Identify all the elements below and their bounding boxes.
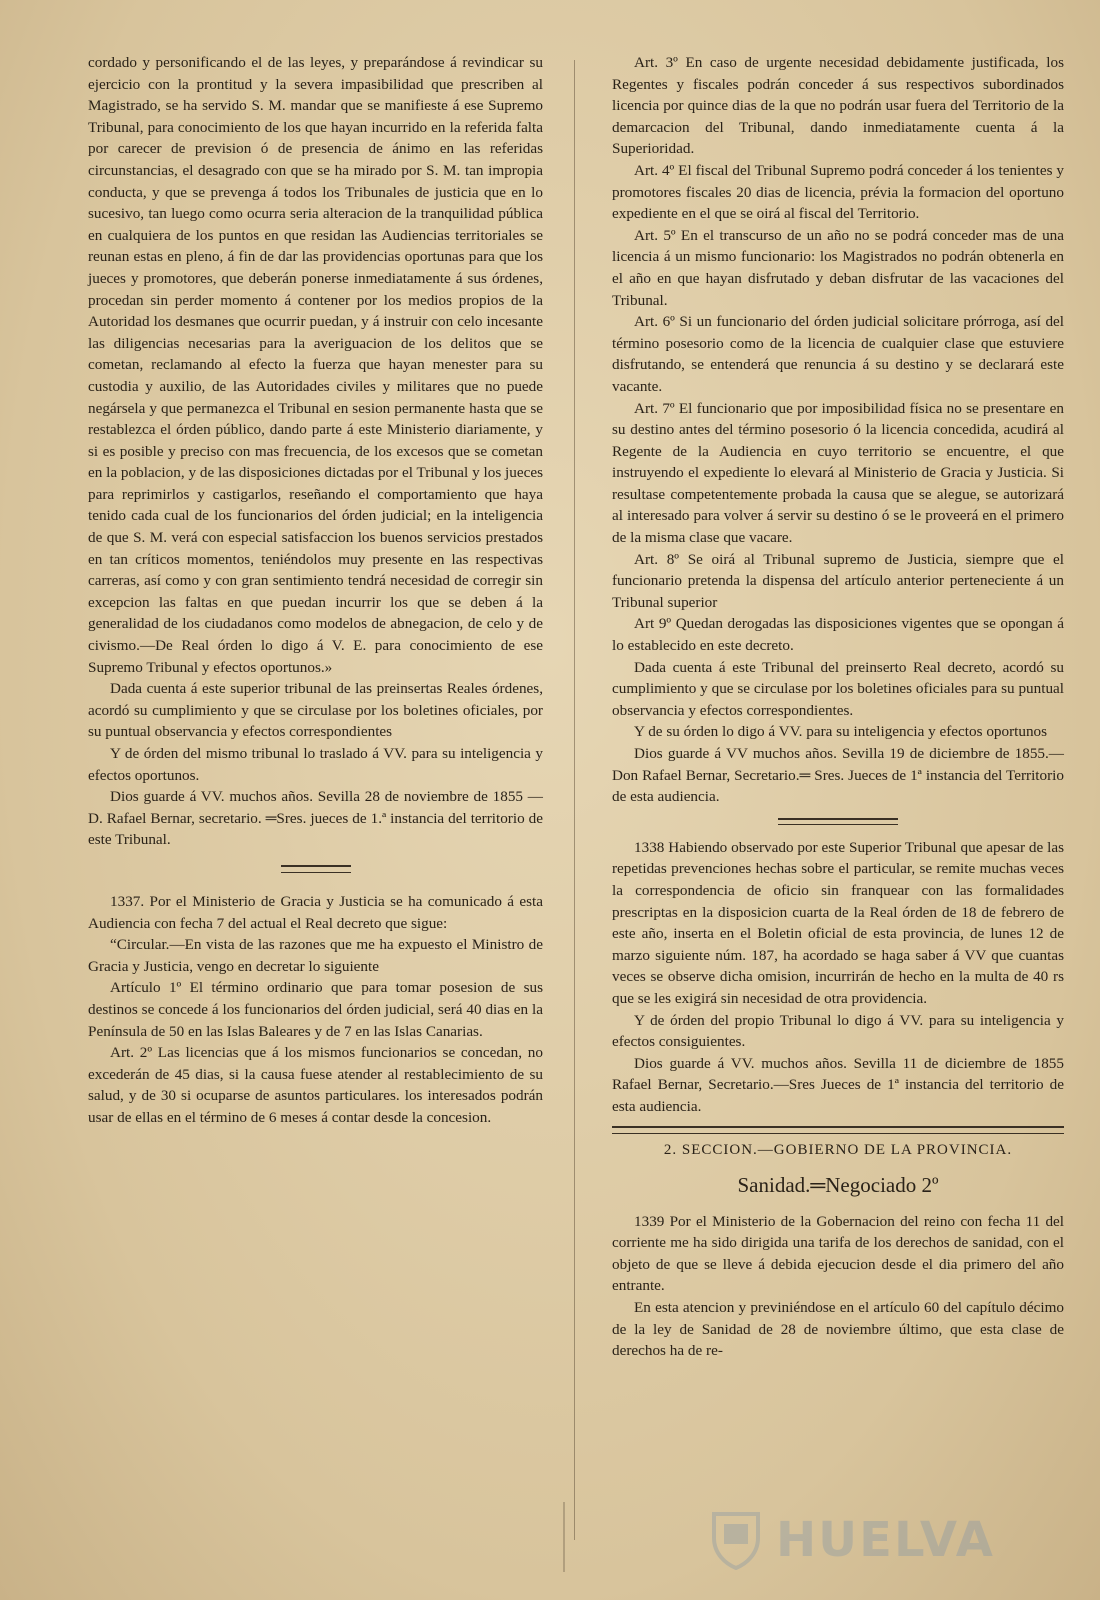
- decree-signature: Dios guarde á VV muchos años. Sevilla 19 de diciembre de 1855.—Don Rafael Bernar, Secretario.═ Sres. Jueces de 1ª instancia del Territorio de esta audiencia.: [612, 745, 1064, 806]
- article-6: Art. 6º Si un funcionario del órden judicial solicitare prórroga, así del término posesorio como de la licencia de cualquier clase que estuviere disfrutando, se entenderá que renuncia á su destino y se declarará este vacante.: [612, 313, 1064, 395]
- tribunal-resolution: Dada cuenta á este superior tribunal de las preinsertas Reales órdenes, acordó su cumplimiento y que se circulase por los boletines oficiales, por su puntual observancia y efectos correspondientes: [88, 680, 543, 741]
- signature-block: Dios guarde á VV. muchos años. Sevilla 28 de noviembre de 1855 —D. Rafael Bernar, secretario. ═Sres. jueces de 1.ª instancia del territorio de este Tribunal.: [88, 788, 543, 849]
- article-7: Art. 7º El funcionario que por imposibilidad física no se presentare en su destino antes del término posesorio ó la licencia concedida, acudirá al Regente de la Audiencia en cuyo territorio se encuentre, el que instruyendo el expediente lo elevará al Ministerio de Gracia y Justicia. Si resultase competentemente probada la causa que se alegue, se autorizará al interesado para volver á servir su destino ó se le proveerá en el primero de la misma clase que vacare.: [612, 399, 1064, 547]
- decree-order: Y de su órden lo digo á VV. para su inteligencia y efectos oportunos: [634, 723, 1048, 741]
- article-1339-continued: En esta atencion y previniéndose en el artículo 60 del capítulo décimo de la ley de Sanidad de 28 de noviembre último, que esta clase de derechos ha de re-: [612, 1299, 1064, 1360]
- article-1337-intro: 1337. Por el Ministerio de Gracia y Justicia se ha comunicado á esta Audiencia con fecha 7 del actual el Real decreto que sigue:: [88, 892, 543, 932]
- separator-rule: [778, 818, 898, 825]
- article-5: Art. 5º En el transcurso de un año no se podrá conceder mas de una licencia á un mismo funcionario: los Magistrados no podrán obtenerla en el año en que hayan disfrutado y deban disfrutar de las vacaciones del Tribunal.: [612, 226, 1064, 309]
- article-9: Art 9º Quedan derogadas las disposiciones vigentes que se opongan á lo establecido en este decreto.: [612, 615, 1064, 655]
- article-1339: 1339 Por el Ministerio de la Gobernacion del reino con fecha 11 del corriente me ha sido dirigida una tarifa de los derechos de sanidad, con el objeto de que se lleve á debida ejecucion desde el dia primero del año entrante.: [612, 1212, 1064, 1295]
- article-1338-signature: Dios guarde á VV. muchos años. Sevilla 11 de diciembre de 1855 Rafael Bernar, Secretario.—Sres Jueces de 1ª instancia del territorio de esta audiencia.: [612, 1054, 1064, 1115]
- paper-scratch: [563, 1502, 565, 1572]
- section-rule: [612, 1126, 1064, 1134]
- column-divider: [574, 60, 575, 1540]
- shield-icon: [710, 1510, 762, 1570]
- article-2: Art. 2º Las licencias que á los mismos funcionarios se concedan, no excederán de 45 dias, si la causa fuese atender al restablecimiento de su salud, y de 30 si ocuparse de asuntos particulares. los interesados podrán usar de ellas en el término de 6 meses á contar desde la concesion.: [88, 1044, 543, 1126]
- decree-resolution: Dada cuenta á este Tribunal del preinserto Real decreto, acordó su cumplimiento y que se circulase por los boletines oficiales para su puntual observancia y efectos correspondientes.: [612, 658, 1064, 719]
- circular-heading: “Circular.—En vista de las razones que me ha expuesto el Ministro de Gracia y Justicia, vengo en decretar lo siguiente: [88, 936, 543, 975]
- sub-heading: Sanidad.═Negociado 2º: [737, 1173, 939, 1198]
- order-transfer: Y de órden del mismo tribunal lo traslado á VV. para su inteligencia y efectos oportunos.: [88, 745, 543, 784]
- section-heading: 2. SECCION.—GOBIERNO DE LA PROVINCIA.: [663, 1141, 1013, 1158]
- article-1338-order: Y de órden del propio Tribunal lo digo á VV. para su inteligencia y efectos consiguientes.: [612, 1011, 1064, 1051]
- article-1: Artículo 1º El término ordinario que para tomar posesion de sus destinos se concede á los funcionarios del órden judicial, será 40 dias en la Península de 50 en las Islas Baleares y de 7 en las Islas Canarias.: [88, 979, 543, 1040]
- watermark: [710, 1505, 1010, 1575]
- article-3: Art. 3º En caso de urgente necesidad debidamente justificada, los Regentes y fiscales podrán conceder á sus respectivos subordinados licencia por quince dias de la que no podrán usar fuera del Territorio de la demarcacion del Tribunal, dando inmediatamente cuenta á la Superioridad.: [612, 54, 1064, 158]
- article-1338: 1338 Habiendo observado por este Superior Tribunal que apesar de las repetidas prevenciones hechas sobre el particular, se remite muchas veces la correspondencia de oficio sin franquear con las formalidades prescriptas en la disposicion cuarta de la Real órden de 18 de febrero de este año, inserta en el Boletin oficial de esta provincia, de lunes 12 de marzo siguiente núm. 187, ha acordado se haga saber á VV que cuantas veces se observe dicha omision, incurrirán de hecho en la multa de 40 rs que se les exigirá sin necesidad de otra providencia.: [612, 838, 1064, 1007]
- separator-rule: [281, 865, 351, 873]
- article-4: Art. 4º El fiscal del Tribunal Supremo podrá conceder á los tenientes y promotores fiscales 20 dias de licencia, prévia la formacion del oportuno expediente en el que se oirá al fiscal del Territorio.: [612, 161, 1064, 223]
- article-8: Art. 8º Se oirá al Tribunal supremo de Justicia, siempre que el funcionario pretenda la dispensa del artículo anterior perteneciente á un Tribunal superior: [612, 550, 1064, 611]
- right-column: [612, 52, 1064, 1362]
- continuation-paragraph: cordado y personificando el de las leyes, y preparándose á revindicar su ejercicio con la prontitud y la severa impasibilidad que prescriben al Magistrado, se ha servido S. M. mandar que se manifieste á ese Supremo Tribunal, para conocimiento de los que hayan incurrido en la referida falta por carecer de prevision ó de presencia de ánimo en las referidas circunstancias, el desagrado con que se ha mirado por S. M. tan impropia conducta, y que se prevenga á todos los Tribunales de justicia que en lo sucesivo, tan luego como ocurra seria alteracion de la tranquilidad pública en cualquiera de los puntos en que residan las Audiencias territoriales se reunan estas en pleno, á fin de dar las providencias oportunas para que los jueces y promotores, que deberán ponerse inmediatamente á sus órdenes, procedan sin perder momento á contener por los medios propios de la Autoridad los desmanes que ocurrir puedan, y á instruir con celo incesante las diligencias necesarias para la averiguacion de los delitos que se cometan, reclamando al efecto la fuerza que hayan menester para su custodia y auxilio, de las Autoridades civiles y militares que no puede negársela y que permanezca el Tribunal en sesion permanente hasta que se restablezca el órden público, dando parte á este Ministerio diariamente, y si es posible y preciso con mas frecuencia, de los excesos que se cometan en la poblacion, y de las disposiciones dictadas por el Tribunal y los jueces para reprimirlos y castigarlos, reseñando el comportamiento que haya tenido cada cual de los funcionarios del órden judicial; en la inteligencia de que S. M. verá con especial satisfaccion los buenos servicios prestados en tan críticos momentos, teniéndolos muy presente en las respectivas carreras, así como y con gran sentimiento tendrá necesidad de corregir sin excepcion las faltas en que puedan incurrir los que se deben á la generalidad de los ciudadanos como modelos de abnegacion, de celo y de civismo.—De Real órden lo digo á V. E. para conocimiento de ese Supremo Tribunal y efectos oportunos.»: [88, 54, 543, 676]
- watermark-text: HUELVA: [776, 1512, 995, 1568]
- left-column: [88, 52, 543, 1129]
